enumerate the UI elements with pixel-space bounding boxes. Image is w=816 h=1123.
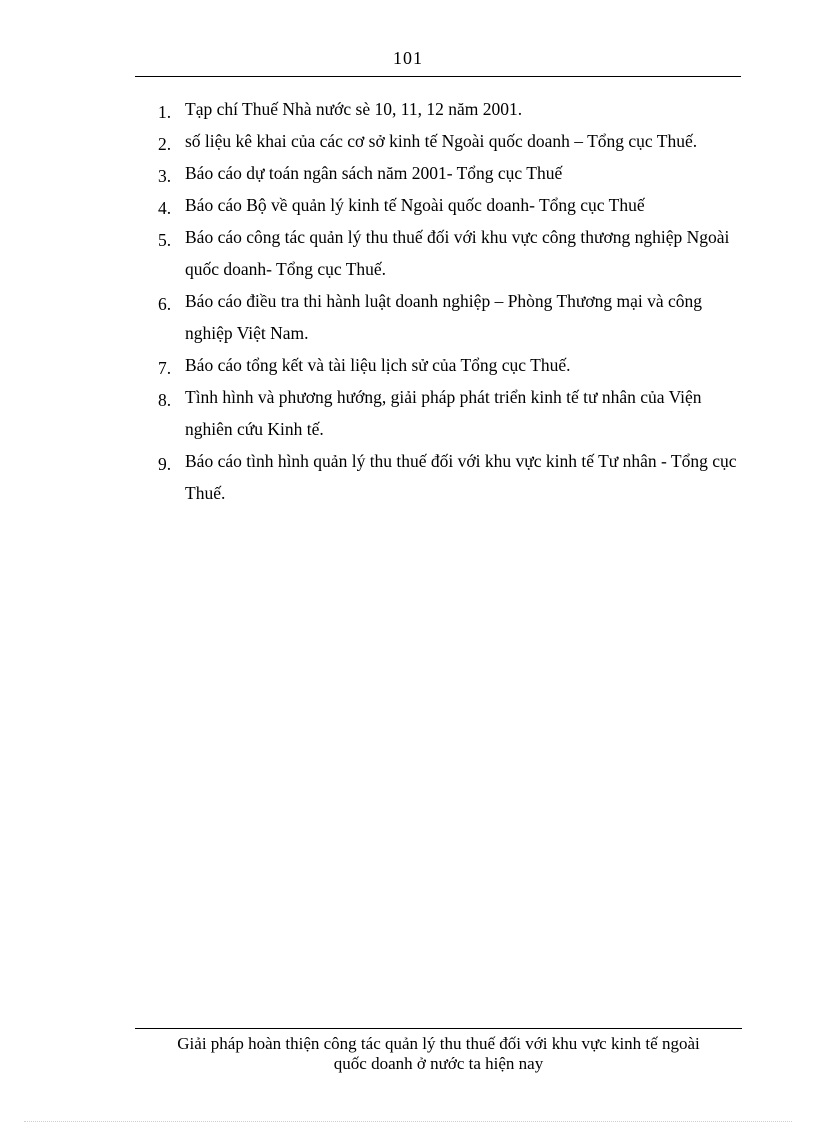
reference-text: Báo cáo tổng kết và tài liệu lịch sử của Tổng cục Thuế.	[185, 355, 571, 375]
page-number: 101	[393, 48, 423, 68]
footer-title-line-1: Giải pháp hoàn thiện công tác quản lý thu thuế đối với khu vực kinh tế ngoài	[177, 1034, 700, 1053]
reference-item	[158, 93, 738, 125]
footer-title	[135, 1034, 742, 1074]
reference-number: 3.	[158, 166, 172, 186]
reference-number: 7.	[158, 358, 172, 378]
reference-item	[158, 445, 738, 509]
reference-number: 6.	[158, 294, 172, 314]
reference-text: Tạp chí Thuế Nhà nước sè 10, 11, 12 năm 2001.	[185, 99, 523, 119]
reference-list	[158, 93, 738, 509]
header-rule	[135, 76, 741, 77]
reference-text: số liệu kê khai của các cơ sở kinh tế Ngoài quốc doanh – Tổng cục Thuế.	[185, 131, 698, 151]
footer-rule	[135, 1028, 742, 1029]
reference-text: Báo cáo công tác quản lý thu thuế đối với khu vực công thương nghiệp Ngoài quốc doanh- Tổng cục Thuế.	[185, 227, 730, 279]
reference-text: Báo cáo Bộ về quản lý kinh tế Ngoài quốc doanh- Tổng cục Thuế	[185, 195, 645, 215]
reference-text: Báo cáo tình hình quản lý thu thuế đối với khu vực kinh tế Tư nhân - Tổng cục Thuế.	[185, 451, 737, 503]
reference-item	[158, 221, 738, 285]
reference-item	[158, 349, 738, 381]
reference-number: 4.	[158, 198, 172, 218]
reference-item	[158, 157, 738, 189]
reference-text: Tình hình và phương hướng, giải pháp phát triển kinh tế tư nhân của Viện nghiên cứu Kinh tế.	[185, 387, 702, 439]
reference-number: 8.	[158, 390, 172, 410]
reference-item	[158, 381, 738, 445]
reference-number: 1.	[158, 102, 172, 122]
page-bottom-edge	[24, 1121, 792, 1122]
reference-number: 9.	[158, 454, 172, 474]
reference-number: 5.	[158, 230, 172, 250]
reference-number: 2.	[158, 134, 172, 154]
reference-text: Báo cáo điều tra thi hành luật doanh nghiệp – Phòng Thương mại và công nghiệp Việt Nam.	[185, 291, 703, 343]
reference-item	[158, 285, 738, 349]
reference-text: Báo cáo dự toán ngân sách năm 2001- Tổng cục Thuế	[185, 163, 563, 183]
footer-title-line-2: quốc doanh ở nước ta hiện nay	[333, 1054, 544, 1073]
reference-item	[158, 189, 738, 221]
reference-item	[158, 125, 738, 157]
